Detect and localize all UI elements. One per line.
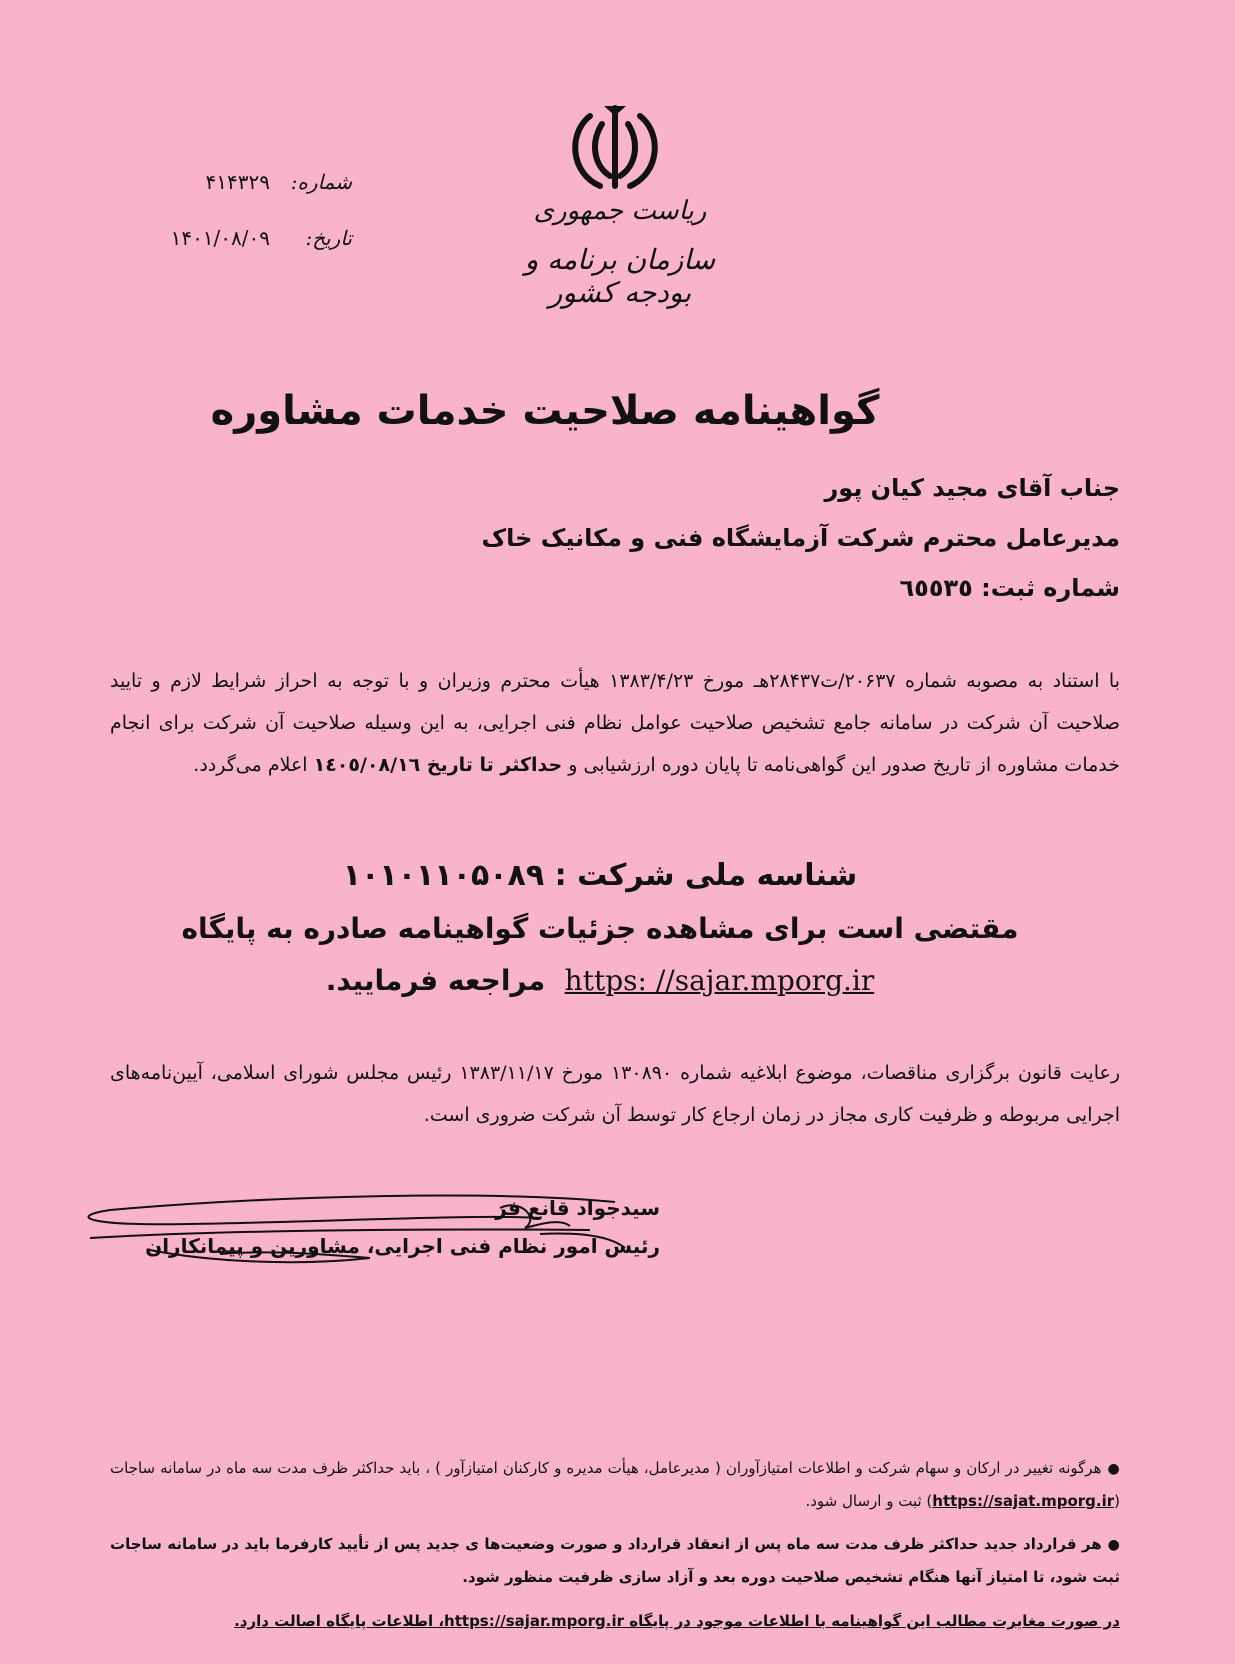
signer-title: رئیس امور نظام فنی اجرایی، مشاورین و پیمانکاران (145, 1234, 660, 1258)
sajar-url-link[interactable]: https: //sajar.mporg.ir (564, 964, 875, 997)
addressee-position: مدیرعامل محترم شرکت آزمایشگاه فنی و مکانیک خاک (481, 524, 1120, 552)
letter-date-value: ۱۴۰۱/۰۸/۰۹ (170, 226, 270, 250)
footnote-1-text: هرگونه تغییر در ارکان و سهام شرکت و اطلاعات امتیازآوران ( مدیرعامل، هیأت مدیره و کارکنان امتیازآور ) ، باید حداکثر ظرف مدت سه ماه در سامانه ساجات ( (110, 1459, 1120, 1510)
iran-emblem-icon (560, 98, 670, 198)
footnote-2 (110, 1528, 1120, 1593)
body-paragraph-1-text: با استناد به مصوبه شماره ۲۰۶۳۷/ت۲۸۴۳۷هـ مورخ ۱۳۸۳/۴/۲۳ هیأت محترم وزیران و با توجه به احراز شرایط لازم و تایید صلاحیت آن شرکت در سامانه جامع تشخیص صلاحیت عوامل نظام فنی اجرایی، به این وسیله صلاحیت آن شرکت برای انجام خدمات مشاوره از تاریخ صدور این گواهی‌نامه تا پایان دوره ارزشیابی و (110, 670, 1120, 776)
reference-tail: مراجعه فرمایید. (325, 964, 546, 997)
org-line-presidency: ریاست جمهوری (533, 196, 707, 226)
body-paragraph-1-tail: اعلام می‌گردد. (193, 754, 308, 776)
letter-date-label: تاریخ: (305, 226, 352, 250)
org-line-budget-org: سازمان برنامه و بودجه کشور (524, 243, 716, 309)
document-title: گواهینامه صلاحیت خدمات مشاوره (210, 388, 880, 434)
national-id: شناسه ملی شرکت : ۱۰۱۰۱۱۰۵۰۸۹ (342, 858, 858, 893)
letter-number-label: شماره: (290, 170, 352, 194)
letter-number-value: ۴۱۴۳۲۹ (205, 170, 270, 194)
sajat-url-link[interactable]: https://sajat.mporg.ir (932, 1492, 1115, 1510)
bullet-icon: ● (1107, 1537, 1121, 1553)
body-paragraph-1-deadline: حداکثر تا تاریخ ١٤٠٥/٠٨/١٦ (313, 754, 563, 776)
body-paragraph-2: رعایت قانون برگزاری مناقصات، موضوع ابلاغیه شماره ۱۳۰۸۹۰ مورخ ۱۳۸۳/۱۱/۱۷ رئیس مجلس شورای اسلامی، آیین‌نامه‌های اجرایی مربوطه و ظرفیت کاری مجاز در زمان ارجاع کار توسط آن شرکت ضروری است. (110, 1062, 1120, 1126)
footnote-1 (110, 1452, 1120, 1517)
footnote-1-tail: ) ثبت و ارسال شود. (805, 1492, 933, 1510)
footnote-3: در صورت مغایرت مطالب این گواهینامه با اطلاعات موجود در پایگاه https://sajar.mporg.ir، اطلاعات پایگاه اصالت دارد. (234, 1612, 1120, 1630)
addressee-name: جناب آقای مجید کیان پور (824, 474, 1120, 502)
footnote-2-text: هر قرارداد جدید حداکثر ظرف مدت سه ماه پس از انعقاد قرارداد و صورت وضعیت‌ها ی جدید پس از تأیید کارفرما باید در سامانه ساجات ثبت شود، تا امتیاز آنها هنگام تشخیص صلاحیت دوره بعد و آزاد سازی ظرفیت منظور شود. (110, 1535, 1120, 1586)
reference-url-line (150, 964, 1050, 997)
registration-number: شماره ثبت: ٦٥٥٣٥ (899, 574, 1120, 602)
body-paragraph-1 (110, 660, 1120, 786)
signer-name: سیدجواد قانع فر (495, 1196, 660, 1220)
bullet-icon: ● (1107, 1461, 1120, 1477)
reference-line: مقتضی است برای مشاهده جزئیات گواهینامه صادره به پایگاه (181, 912, 1019, 945)
